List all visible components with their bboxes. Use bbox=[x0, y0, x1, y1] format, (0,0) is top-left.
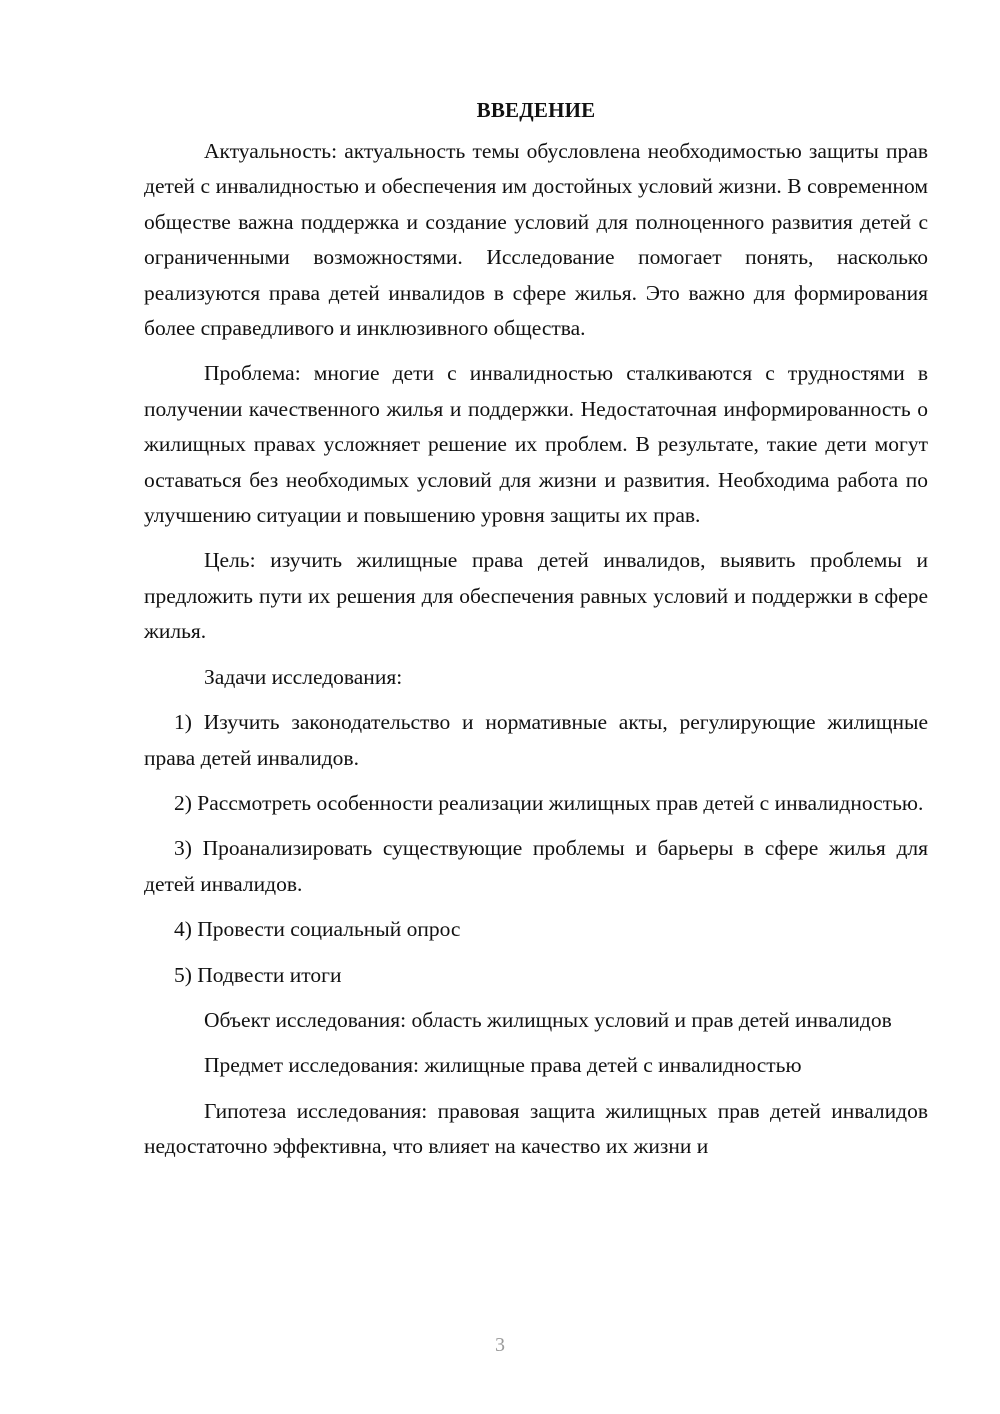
section-title: ВВЕДЕНИЕ bbox=[476, 98, 596, 122]
task-item-3: 3) Проанализировать существующие проблемы и барьеры в сфере жилья для детей инвалидов. bbox=[144, 836, 928, 896]
paragraph-subject: Предмет исследования: жилищные права детей с инвалидностью bbox=[204, 1053, 802, 1078]
paragraph-goal: Цель: изучить жилищные права детей инвалидов, выявить проблемы и предложить пути их решения для обеспечения равных условий и поддержки в сфере жилья. bbox=[144, 548, 928, 644]
page-number: 3 bbox=[495, 1334, 505, 1356]
task-item-4: 4) Провести социальный опрос bbox=[174, 917, 461, 942]
paragraph-relevance: Актуальность: актуальность темы обусловлена необходимостью защиты прав детей с инвалидностью и обеспечения им достойных условий жизни. В современном обществе важна поддержка и создание условий для полноценного развития детей с ограниченными возможностями. Исследование помогает понять, насколько реализуются права детей инвалидов в сфере жилья. Это важно для формирования более справедливого и инклюзивного общества. bbox=[144, 139, 928, 341]
task-item-1: 1) Изучить законодательство и нормативные акты, регулирующие жилищные права детей инвалидов. bbox=[144, 710, 928, 770]
page-content bbox=[144, 94, 928, 1175]
task-item-2: 2) Рассмотреть особенности реализации жилищных прав детей с инвалидностью. bbox=[174, 790, 924, 815]
tasks-heading: Задачи исследования: bbox=[204, 664, 403, 689]
task-item-5: 5) Подвести итоги bbox=[174, 962, 342, 987]
paragraph-hypothesis: Гипотеза исследования: правовая защита жилищных прав детей инвалидов недостаточно эффективна, что влияет на качество их жизни и bbox=[144, 1098, 928, 1159]
paragraph-problem: Проблема: многие дети с инвалидностью сталкиваются с трудностями в получении качественного жилья и поддержки. Недостаточная информированность о жилищных правах усложняет решение их проблем. В результате, такие дети могут оставаться без необходимых условий для жизни и развития. Необходима работа по улучшению ситуации и повышению уровня защиты их прав. bbox=[144, 361, 928, 528]
paragraph-object: Объект исследования: область жилищных условий и прав детей инвалидов bbox=[204, 1007, 892, 1032]
